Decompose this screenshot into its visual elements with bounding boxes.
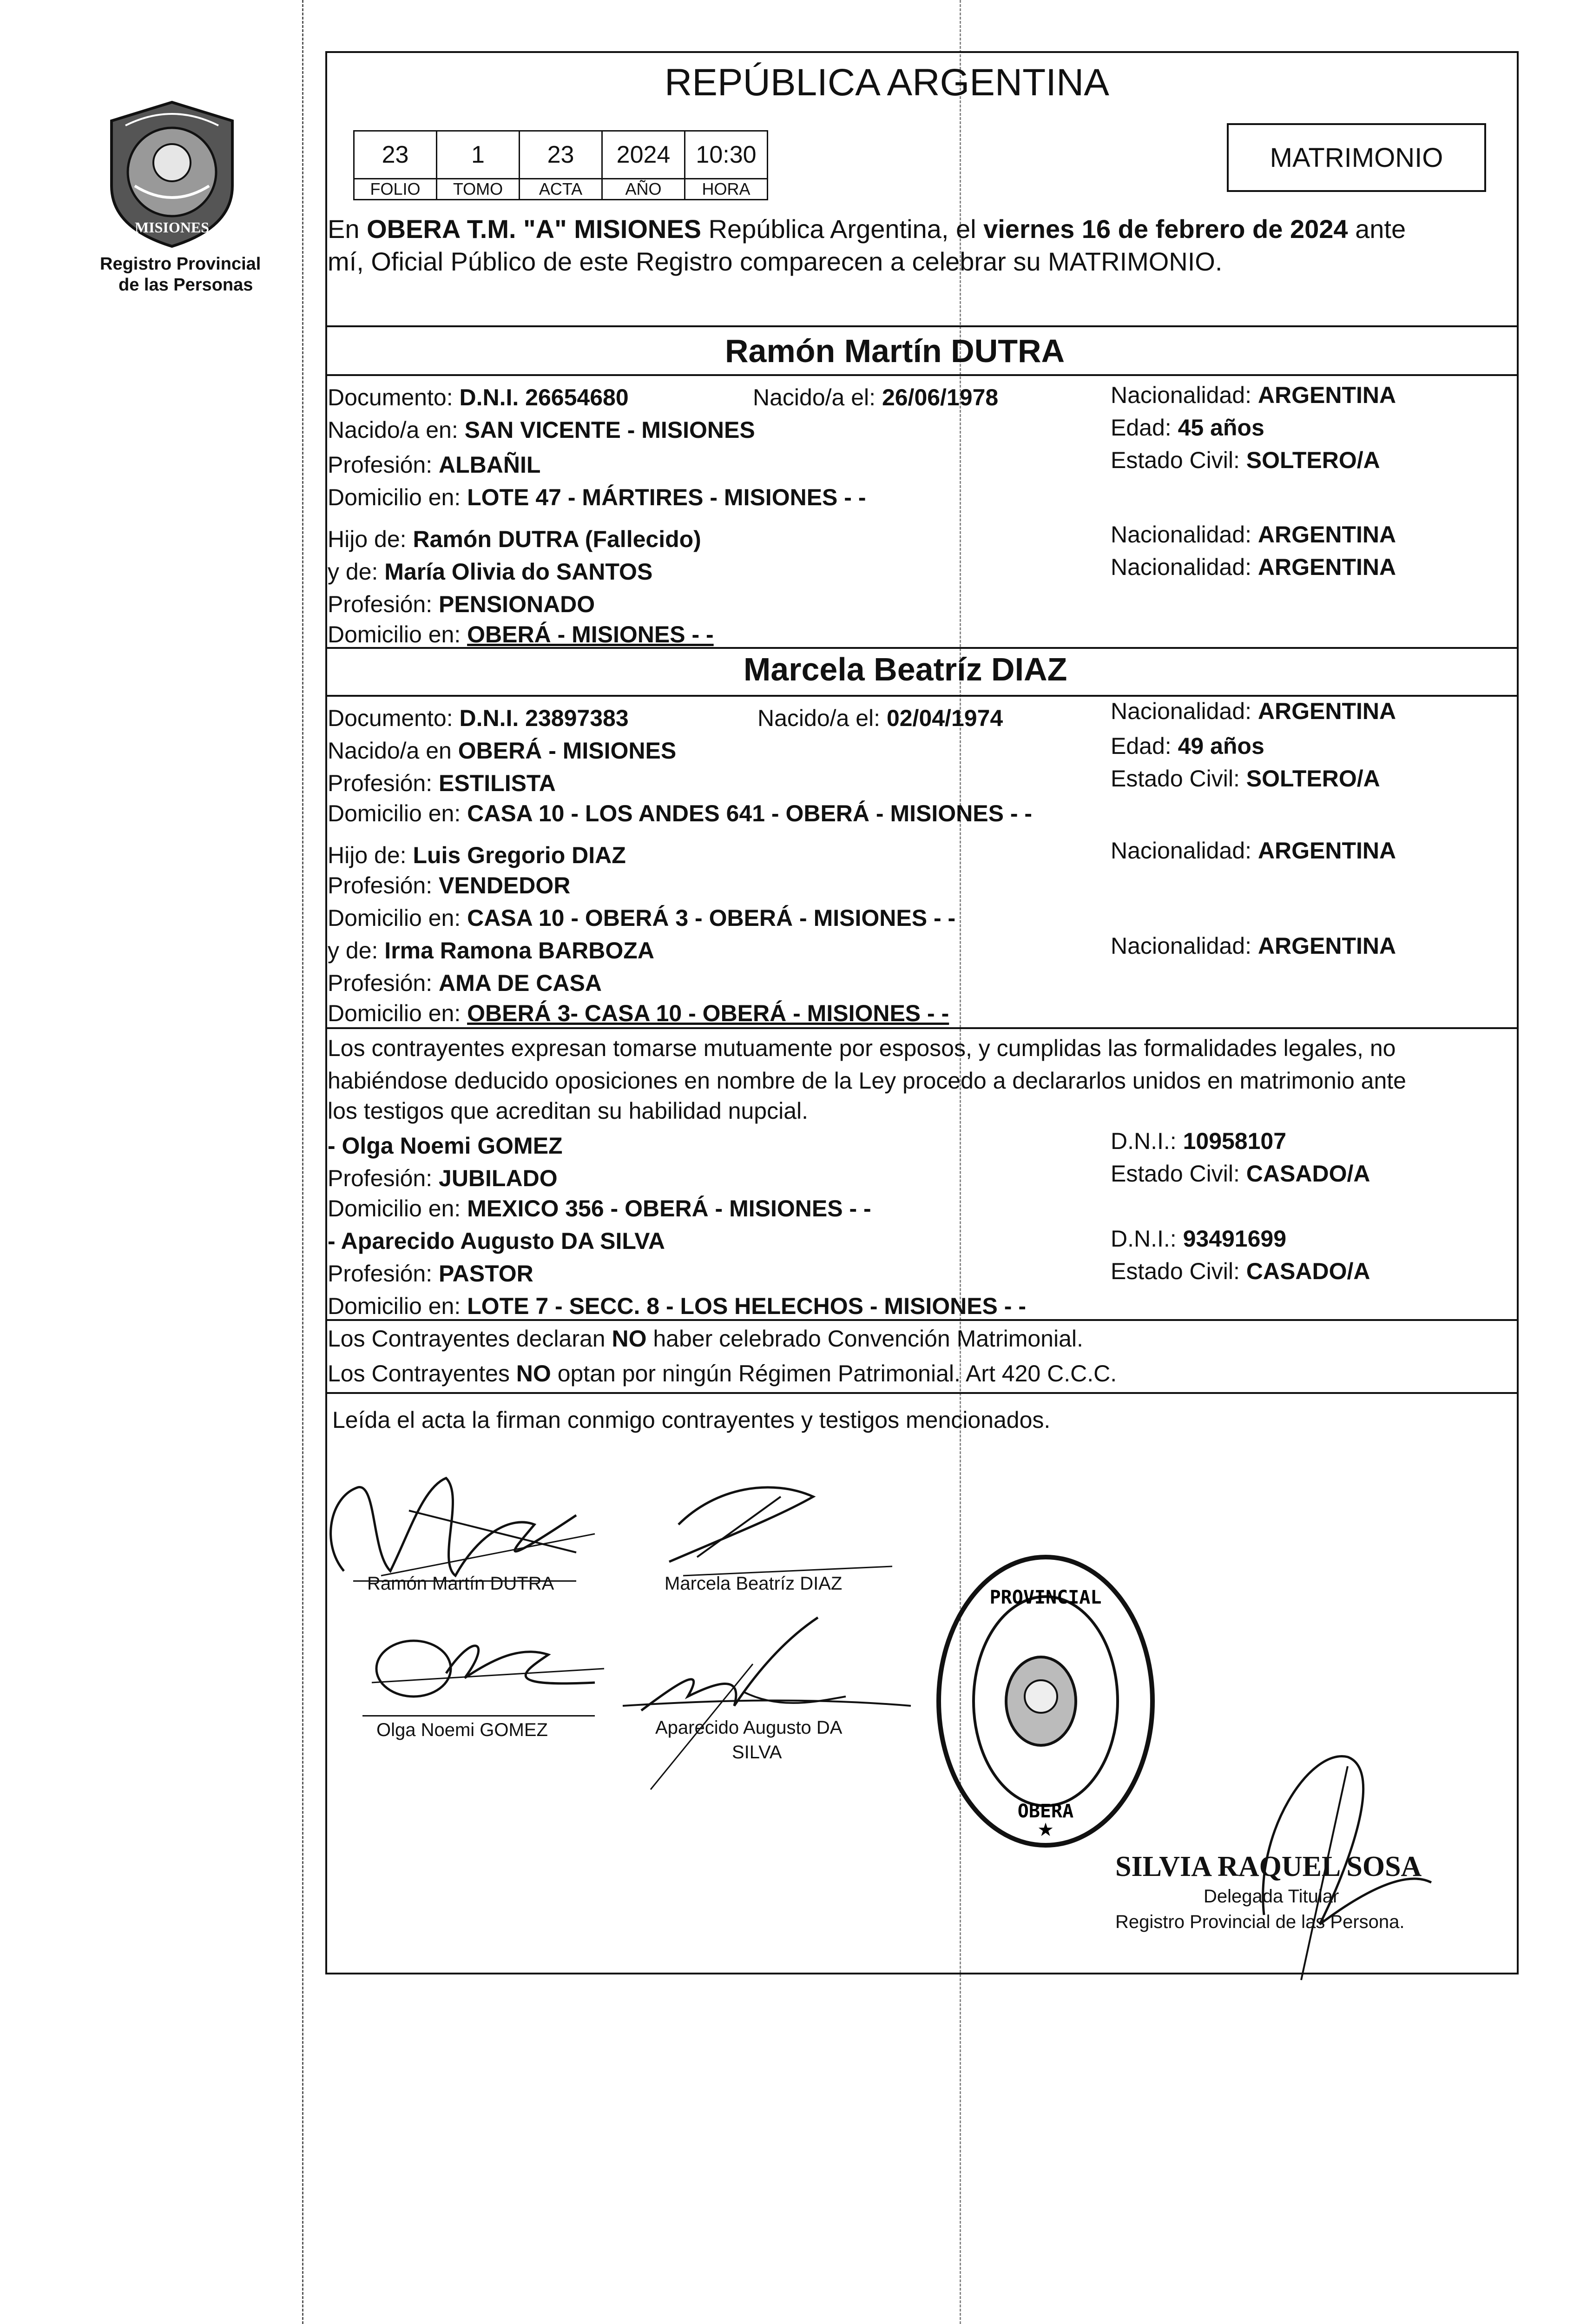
groom-born-label: Nacido/a el: bbox=[753, 384, 882, 410]
acta-label: ACTA bbox=[520, 179, 602, 200]
bride-born-value: 02/04/1974 bbox=[886, 705, 1003, 731]
intro-end: ante bbox=[1348, 214, 1406, 244]
witness1-signature-line bbox=[362, 1715, 595, 1717]
bride-father-profession bbox=[328, 872, 570, 899]
bride-father-nat-value: ARGENTINA bbox=[1257, 838, 1396, 864]
divider-regime bbox=[325, 1392, 1517, 1394]
witness1-civil-value: CASADO/A bbox=[1246, 1161, 1370, 1187]
groom-name: Ramón Martín DUTRA bbox=[725, 333, 1065, 369]
bride-age bbox=[1111, 732, 1264, 760]
bride-place-value: OBERÁ - MISIONES bbox=[458, 738, 677, 764]
groom-signature-label: Ramón Martín DUTRA bbox=[367, 1573, 554, 1594]
witness1-prof-value: JUBILADO bbox=[439, 1165, 558, 1191]
groom-addr-value: LOTE 47 - MÁRTIRES - MISIONES - - bbox=[467, 484, 866, 510]
witness1-addr-label: Domicilio en: bbox=[328, 1195, 467, 1221]
witness2-civil-status bbox=[1111, 1257, 1370, 1285]
groom-parents-addr-label: Domicilio en: bbox=[328, 621, 467, 647]
official-title: Delegada Titular bbox=[1204, 1886, 1339, 1907]
witness2-dni bbox=[1111, 1225, 1286, 1253]
intro-mid: República Argentina, el bbox=[701, 214, 984, 244]
regime-line2 bbox=[328, 1360, 1117, 1387]
svg-text:MISIONES: MISIONES bbox=[134, 219, 210, 236]
bride-father-addr-label: Domicilio en: bbox=[328, 905, 467, 931]
bride-birthplace bbox=[328, 737, 676, 765]
witness1-signature bbox=[353, 1604, 613, 1724]
svg-text:PROVINCIAL: PROVINCIAL bbox=[989, 1587, 1102, 1608]
bride-nat-label: Nacionalidad: bbox=[1111, 698, 1258, 724]
bride-signature-label: Marcela Beatríz DIAZ bbox=[665, 1573, 843, 1594]
groom-nat-value: ARGENTINA bbox=[1257, 382, 1396, 408]
bride-mother-value: Irma Ramona BARBOZA bbox=[384, 938, 654, 964]
bride-mother bbox=[328, 937, 654, 964]
declaration-line3: los testigos que acreditan su habilidad nupcial. bbox=[328, 1098, 809, 1124]
witness1-dni-label: D.N.I.: bbox=[1111, 1128, 1183, 1154]
registry-table bbox=[353, 130, 768, 200]
bride-father bbox=[328, 841, 626, 869]
bride-mother-prof-label: Profesión: bbox=[328, 970, 439, 996]
bride-name: Marcela Beatríz DIAZ bbox=[744, 651, 1067, 687]
hora-value: 10:30 bbox=[685, 131, 768, 179]
groom-mother-nationality bbox=[1111, 553, 1396, 581]
witness2-prof-label: Profesión: bbox=[328, 1261, 439, 1287]
divider-bride-name bbox=[325, 695, 1517, 697]
bride-born-label: Nacido/a el: bbox=[757, 705, 887, 731]
bride-profession bbox=[328, 769, 556, 797]
regime-line1-a: Los Contrayentes declaran bbox=[328, 1326, 612, 1352]
regime-line2-a: Los Contrayentes bbox=[328, 1360, 516, 1386]
bride-prof-value: ESTILISTA bbox=[439, 770, 556, 796]
bride-signature bbox=[641, 1459, 902, 1585]
folio-label: FOLIO bbox=[354, 179, 437, 200]
witness2-addr-label: Domicilio en: bbox=[328, 1293, 467, 1319]
groom-father-nat-label: Nacionalidad: bbox=[1111, 522, 1258, 548]
logo-caption-line1: Registro Provincial bbox=[100, 254, 261, 274]
bride-father-nationality bbox=[1111, 837, 1396, 865]
groom-nationality bbox=[1111, 381, 1396, 409]
divider-witnesses bbox=[325, 1319, 1517, 1321]
bride-father-value: Luis Gregorio DIAZ bbox=[413, 842, 626, 868]
intro-date: viernes 16 de febrero de 2024 bbox=[983, 214, 1348, 244]
closing-text: Leída el acta la firman conmigo contrayentes y testigos mencionados. bbox=[332, 1407, 1051, 1433]
groom-mother bbox=[328, 558, 652, 586]
divider-header bbox=[325, 325, 1517, 327]
bride-doc-value: D.N.I. 23897383 bbox=[459, 705, 629, 731]
declaration-line1: Los contrayentes expresan tomarse mutuamente por esposos, y cumplidas las formalidades legales, no bbox=[328, 1035, 1396, 1061]
groom-addr-label: Domicilio en: bbox=[328, 484, 467, 510]
witness1-civil-label: Estado Civil: bbox=[1111, 1161, 1246, 1187]
bride-prof-label: Profesión: bbox=[328, 770, 439, 796]
bride-father-nat-label: Nacionalidad: bbox=[1111, 838, 1258, 864]
groom-prof-value: ALBAÑIL bbox=[439, 452, 541, 478]
hora-label: HORA bbox=[685, 179, 768, 200]
bride-father-address bbox=[328, 904, 955, 932]
bride-place-label: Nacido/a en bbox=[328, 738, 458, 764]
intro-line2: mí, Oficial Público de este Registro comparecen a celebrar su MATRIMONIO. bbox=[328, 247, 1223, 276]
declaration-line2: habiéndose deducido oposiciones en nombre de la Ley procedo a declararlos unidos en matrimonio ante bbox=[328, 1068, 1406, 1094]
witness2-prof-value: PASTOR bbox=[439, 1261, 533, 1287]
anio-value: 2024 bbox=[602, 131, 685, 179]
groom-parents-profession bbox=[328, 590, 595, 618]
groom-address bbox=[328, 483, 866, 511]
page-title: REPÚBLICA ARGENTINA bbox=[665, 61, 1109, 104]
regime-line1-b: NO bbox=[612, 1326, 647, 1352]
groom-doc-label: Documento: bbox=[328, 384, 460, 410]
witness2-name: - Aparecido Augusto DA SILVA bbox=[328, 1228, 665, 1254]
groom-civil-status bbox=[1111, 446, 1380, 474]
bride-father-addr-value: CASA 10 - OBERÁ 3 - OBERÁ - MISIONES - - bbox=[467, 905, 956, 931]
witness2-civil-value: CASADO/A bbox=[1246, 1258, 1370, 1284]
bride-civil-label: Estado Civil: bbox=[1111, 766, 1246, 792]
groom-mother-nat-value: ARGENTINA bbox=[1257, 554, 1396, 580]
groom-father-value: Ramón DUTRA (Fallecido) bbox=[413, 526, 701, 552]
groom-place-label: Nacido/a en: bbox=[328, 417, 465, 443]
groom-father-nat-value: ARGENTINA bbox=[1257, 522, 1396, 548]
groom-parents-prof-label: Profesión: bbox=[328, 591, 439, 617]
groom-age-label: Edad: bbox=[1111, 415, 1178, 441]
witness1-signature-label: Olga Noemi GOMEZ bbox=[376, 1720, 548, 1740]
divider-groom-name bbox=[325, 374, 1517, 376]
bride-document bbox=[328, 704, 629, 732]
regime-line2-b: NO bbox=[516, 1360, 551, 1386]
acta-value: 23 bbox=[520, 131, 602, 179]
groom-father bbox=[328, 525, 701, 553]
witness2-signature-label-line2: SILVA bbox=[732, 1742, 782, 1763]
witness1-civil-status bbox=[1111, 1160, 1370, 1188]
svg-text:★: ★ bbox=[1037, 1820, 1054, 1840]
witness1-name: - Olga Noemi GOMEZ bbox=[328, 1133, 563, 1159]
groom-parents-addr-value: OBERÁ - MISIONES - - bbox=[467, 621, 714, 647]
bride-doc-label: Documento: bbox=[328, 705, 460, 731]
groom-place-value: SAN VICENTE - MISIONES bbox=[464, 417, 755, 443]
witness2-addr-value: LOTE 7 - SECC. 8 - LOS HELECHOS - MISIONES - - bbox=[467, 1293, 1026, 1319]
divider-groom bbox=[325, 647, 1517, 649]
groom-birthdate bbox=[753, 383, 998, 411]
tomo-value: 1 bbox=[437, 131, 520, 179]
witness1-addr-value: MEXICO 356 - OBERÁ - MISIONES - - bbox=[467, 1195, 871, 1221]
bride-father-prof-value: VENDEDOR bbox=[439, 872, 571, 898]
groom-mother-label: y de: bbox=[328, 559, 385, 585]
groom-age bbox=[1111, 414, 1264, 442]
groom-doc-value: D.N.I. 26654680 bbox=[459, 384, 629, 410]
bride-civil-value: SOLTERO/A bbox=[1246, 766, 1380, 792]
groom-father-nationality bbox=[1111, 521, 1396, 548]
witness1-dni-value: 10958107 bbox=[1183, 1128, 1287, 1154]
bride-civil-status bbox=[1111, 765, 1380, 792]
bride-addr-label: Domicilio en: bbox=[328, 800, 467, 826]
groom-nat-label: Nacionalidad: bbox=[1111, 382, 1258, 408]
svg-text:OBERA: OBERA bbox=[1017, 1801, 1074, 1822]
groom-age-value: 45 años bbox=[1178, 415, 1264, 441]
bride-father-label: Hijo de: bbox=[328, 842, 413, 868]
groom-parents-prof-value: PENSIONADO bbox=[439, 591, 595, 617]
witness2-signature-label-line1: Aparecido Augusto DA bbox=[655, 1717, 843, 1738]
witness2-civil-label: Estado Civil: bbox=[1111, 1258, 1246, 1284]
margin-guide-left bbox=[302, 0, 303, 2324]
bride-age-value: 49 años bbox=[1178, 733, 1264, 759]
official-office: Registro Provincial de las Persona. bbox=[1115, 1912, 1405, 1932]
bride-mother-nat-label: Nacionalidad: bbox=[1111, 933, 1258, 959]
groom-document bbox=[328, 383, 629, 411]
groom-prof-label: Profesión: bbox=[328, 452, 439, 478]
intro-prefix: En bbox=[328, 214, 367, 244]
regime-line1-c: haber celebrado Convención Matrimonial. bbox=[646, 1326, 1083, 1352]
bride-mother-nat-value: ARGENTINA bbox=[1257, 933, 1396, 959]
witness1-dni bbox=[1111, 1127, 1286, 1155]
bride-address bbox=[328, 799, 1032, 827]
regime-line2-c: optan por ningún Régimen Patrimonial. Art 420 C.C.C. bbox=[551, 1360, 1117, 1386]
witness1-prof-label: Profesión: bbox=[328, 1165, 439, 1191]
witness2-dni-value: 93491699 bbox=[1183, 1226, 1287, 1252]
groom-birthplace bbox=[328, 416, 755, 444]
witness2-profession bbox=[328, 1260, 533, 1287]
witness2-address bbox=[328, 1292, 1026, 1320]
official-name: SILVIA RAQUEL SOSA bbox=[1115, 1851, 1422, 1882]
act-type-box: MATRIMONIO bbox=[1227, 123, 1486, 192]
witness2-signature bbox=[604, 1590, 920, 1799]
bride-father-prof-label: Profesión: bbox=[328, 872, 439, 898]
regime-line1 bbox=[328, 1325, 1083, 1353]
groom-civil-value: SOLTERO/A bbox=[1246, 447, 1380, 473]
groom-profession bbox=[328, 451, 540, 479]
bride-age-label: Edad: bbox=[1111, 733, 1178, 759]
bride-mother-address bbox=[328, 999, 949, 1027]
bride-mother-nationality bbox=[1111, 932, 1396, 960]
bride-mother-label: y de: bbox=[328, 938, 385, 964]
intro-place: OBERA T.M. "A" MISIONES bbox=[367, 214, 702, 244]
province-logo bbox=[93, 93, 251, 251]
bride-mother-profession bbox=[328, 969, 602, 997]
folio-value: 23 bbox=[354, 131, 437, 179]
anio-label: AÑO bbox=[602, 179, 685, 200]
witness2-dni-label: D.N.I.: bbox=[1111, 1226, 1183, 1252]
bride-mother-prof-value: AMA DE CASA bbox=[439, 970, 602, 996]
witness1-address bbox=[328, 1195, 871, 1222]
logo-caption-line2: de las Personas bbox=[118, 275, 253, 295]
groom-mother-value: María Olivia do SANTOS bbox=[384, 559, 653, 585]
groom-father-label: Hijo de: bbox=[328, 526, 413, 552]
bride-nat-value: ARGENTINA bbox=[1257, 698, 1396, 724]
bride-nationality bbox=[1111, 697, 1396, 725]
witness1-profession bbox=[328, 1164, 558, 1192]
groom-parents-address bbox=[328, 621, 714, 648]
divider-bride bbox=[325, 1027, 1517, 1029]
tomo-label: TOMO bbox=[437, 179, 520, 200]
groom-civil-label: Estado Civil: bbox=[1111, 447, 1246, 473]
groom-born-value: 26/06/1978 bbox=[882, 384, 999, 410]
official-stamp bbox=[929, 1548, 1162, 1855]
intro-line1 bbox=[328, 214, 1406, 244]
groom-mother-nat-label: Nacionalidad: bbox=[1111, 554, 1258, 580]
bride-mother-addr-label: Domicilio en: bbox=[328, 1000, 467, 1026]
bride-addr-value: CASA 10 - LOS ANDES 641 - OBERÁ - MISIONES - - bbox=[467, 800, 1033, 826]
bride-mother-addr-value: OBERÁ 3- CASA 10 - OBERÁ - MISIONES - - bbox=[467, 1000, 949, 1026]
bride-birthdate bbox=[757, 704, 1003, 732]
